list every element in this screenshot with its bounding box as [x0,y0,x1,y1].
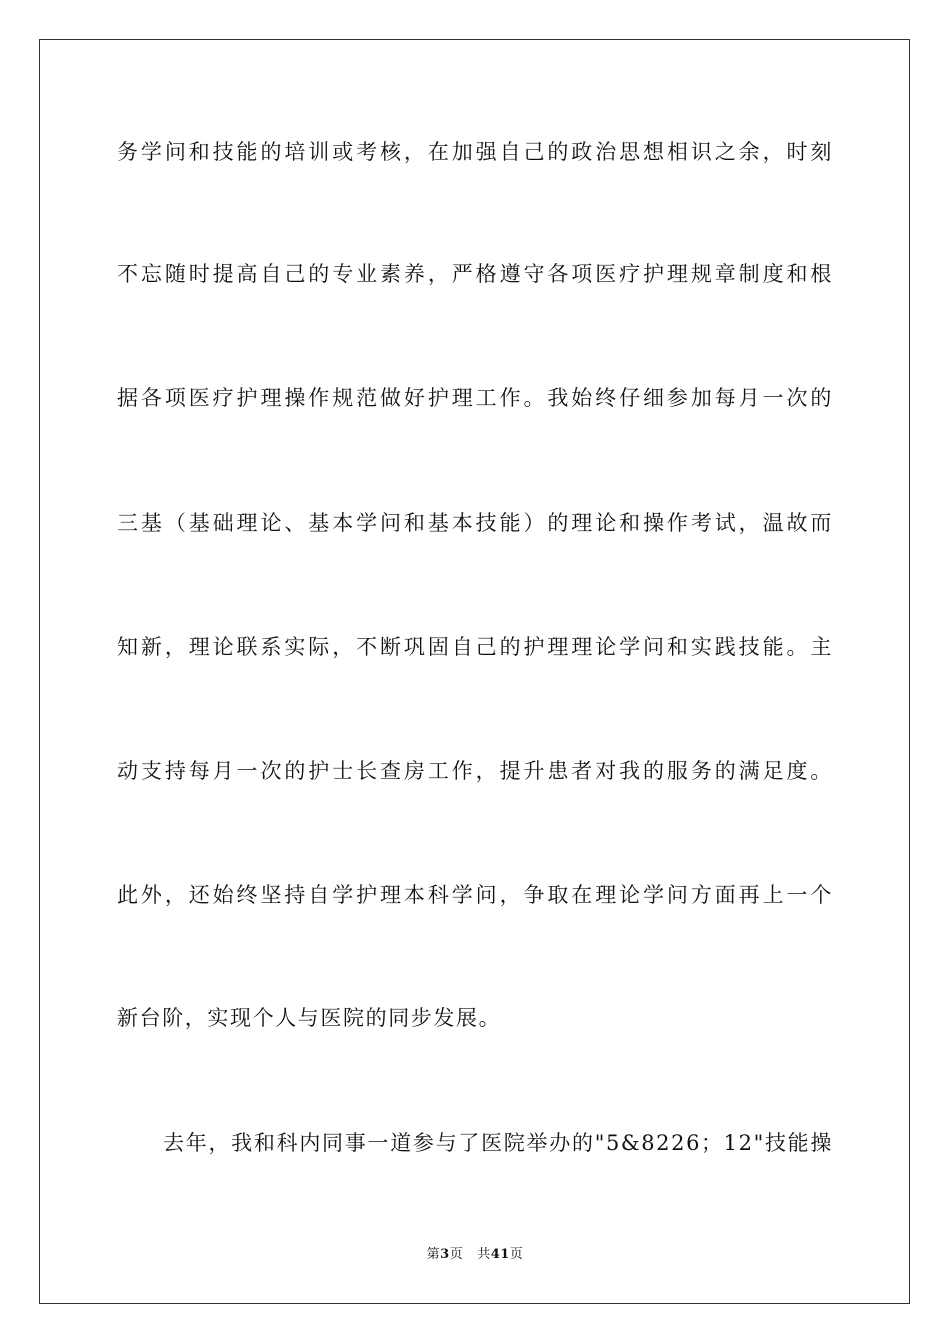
page-border [39,39,910,1304]
body-line-4: 三基（基础理论、基本学问和基本技能）的理论和操作考试，温故而 [117,511,833,535]
body-line-6: 动支持每月一次的护士长查房工作，提升患者对我的服务的满足度。 [117,759,833,783]
total-pages-number: 41 [490,1247,510,1262]
body-line-9-paragraph-start: 去年，我和科内同事一道参与了医院举办的"5&8226；12"技能操 [163,1131,833,1155]
body-line-3: 据各项医疗护理操作规范做好护理工作。我始终仔细参加每月一次的 [117,386,833,410]
total-suffix: 页 [509,1247,524,1262]
body-line-2: 不忘随时提高自己的专业素养，严格遵守各项医疗护理规章制度和根 [117,262,833,286]
page-prefix: 第 [426,1247,441,1262]
body-line-7: 此外，还始终坚持自学护理本科学问，争取在理论学问方面再上一个 [117,883,833,907]
total-prefix: 共 [477,1247,491,1262]
body-line-8: 新台阶，实现个人与医院的同步发展。 [117,1006,502,1030]
page-footer [0,1246,950,1264]
current-page-number: 3 [440,1247,450,1262]
body-line-1: 务学问和技能的培训或考核，在加强自己的政治思想相识之余，时刻 [117,140,833,164]
page-suffix: 页 [449,1247,464,1262]
body-line-5: 知新，理论联系实际，不断巩固自己的护理理论学问和实践技能。主 [117,635,833,659]
